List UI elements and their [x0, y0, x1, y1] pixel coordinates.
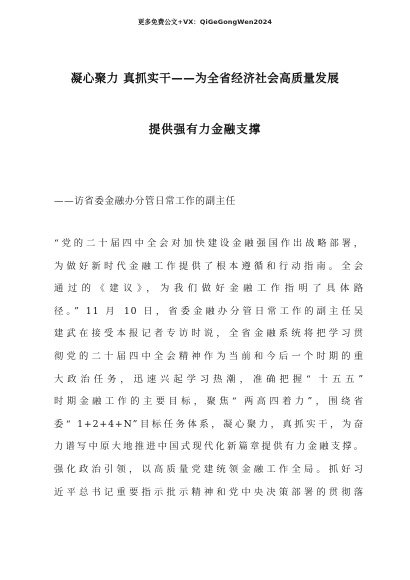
- body-line: 径。” 11 月 10 日，省委金融办分管日常工作的副主任吴: [54, 305, 364, 317]
- body-line: 强化政治引领，以高质量党建统领金融工作全局。抓好习: [54, 463, 364, 475]
- body-line: “党的二十届四中全会对加快建设金融强国作出战略部署，: [54, 238, 364, 249]
- article-body: [54, 233, 364, 504]
- body-line: 大政治任务，迅速兴起学习热潮，准确把握“ 十五五”: [54, 373, 364, 385]
- body-line: 力谱写中原大地推进中国式现代化新篇章提供有力金融支撑。: [54, 441, 364, 453]
- body-line: 为做好新时代金融工作提供了根本遵循和行动指南。全会: [54, 260, 364, 272]
- body-line: 近平总书记重要指示批示精神和党中央决策部署的贯彻落: [54, 486, 364, 498]
- article-subtitle: ——访省委金融办分管日常工作的副主任: [54, 196, 236, 207]
- body-line: 时期金融工作的主要目标，聚焦“ 两高四着力”，围绕省: [54, 396, 364, 408]
- body-line: 通过的《建议》，为我们做好金融工作指明了具体路: [54, 283, 364, 295]
- body-line: 彻党的二十届四中全会精神作为当前和今后一个时期的重: [54, 350, 364, 362]
- body-line: 建武在接受本报记者专访时说，全省金融系统将把学习贯: [54, 328, 364, 340]
- article-title-line-2: 提供强有力金融支撑: [148, 122, 262, 136]
- body-line: 委“ 1+2+4+N”目标任务体系，凝心聚力，真抓实干，为奋: [54, 418, 364, 430]
- article-title-line-1: 凝心聚力 真抓实干——为全省经济社会高质量发展: [70, 71, 340, 85]
- header-note: 更多免费公文+VX：QiGeGongWen2024: [137, 18, 273, 26]
